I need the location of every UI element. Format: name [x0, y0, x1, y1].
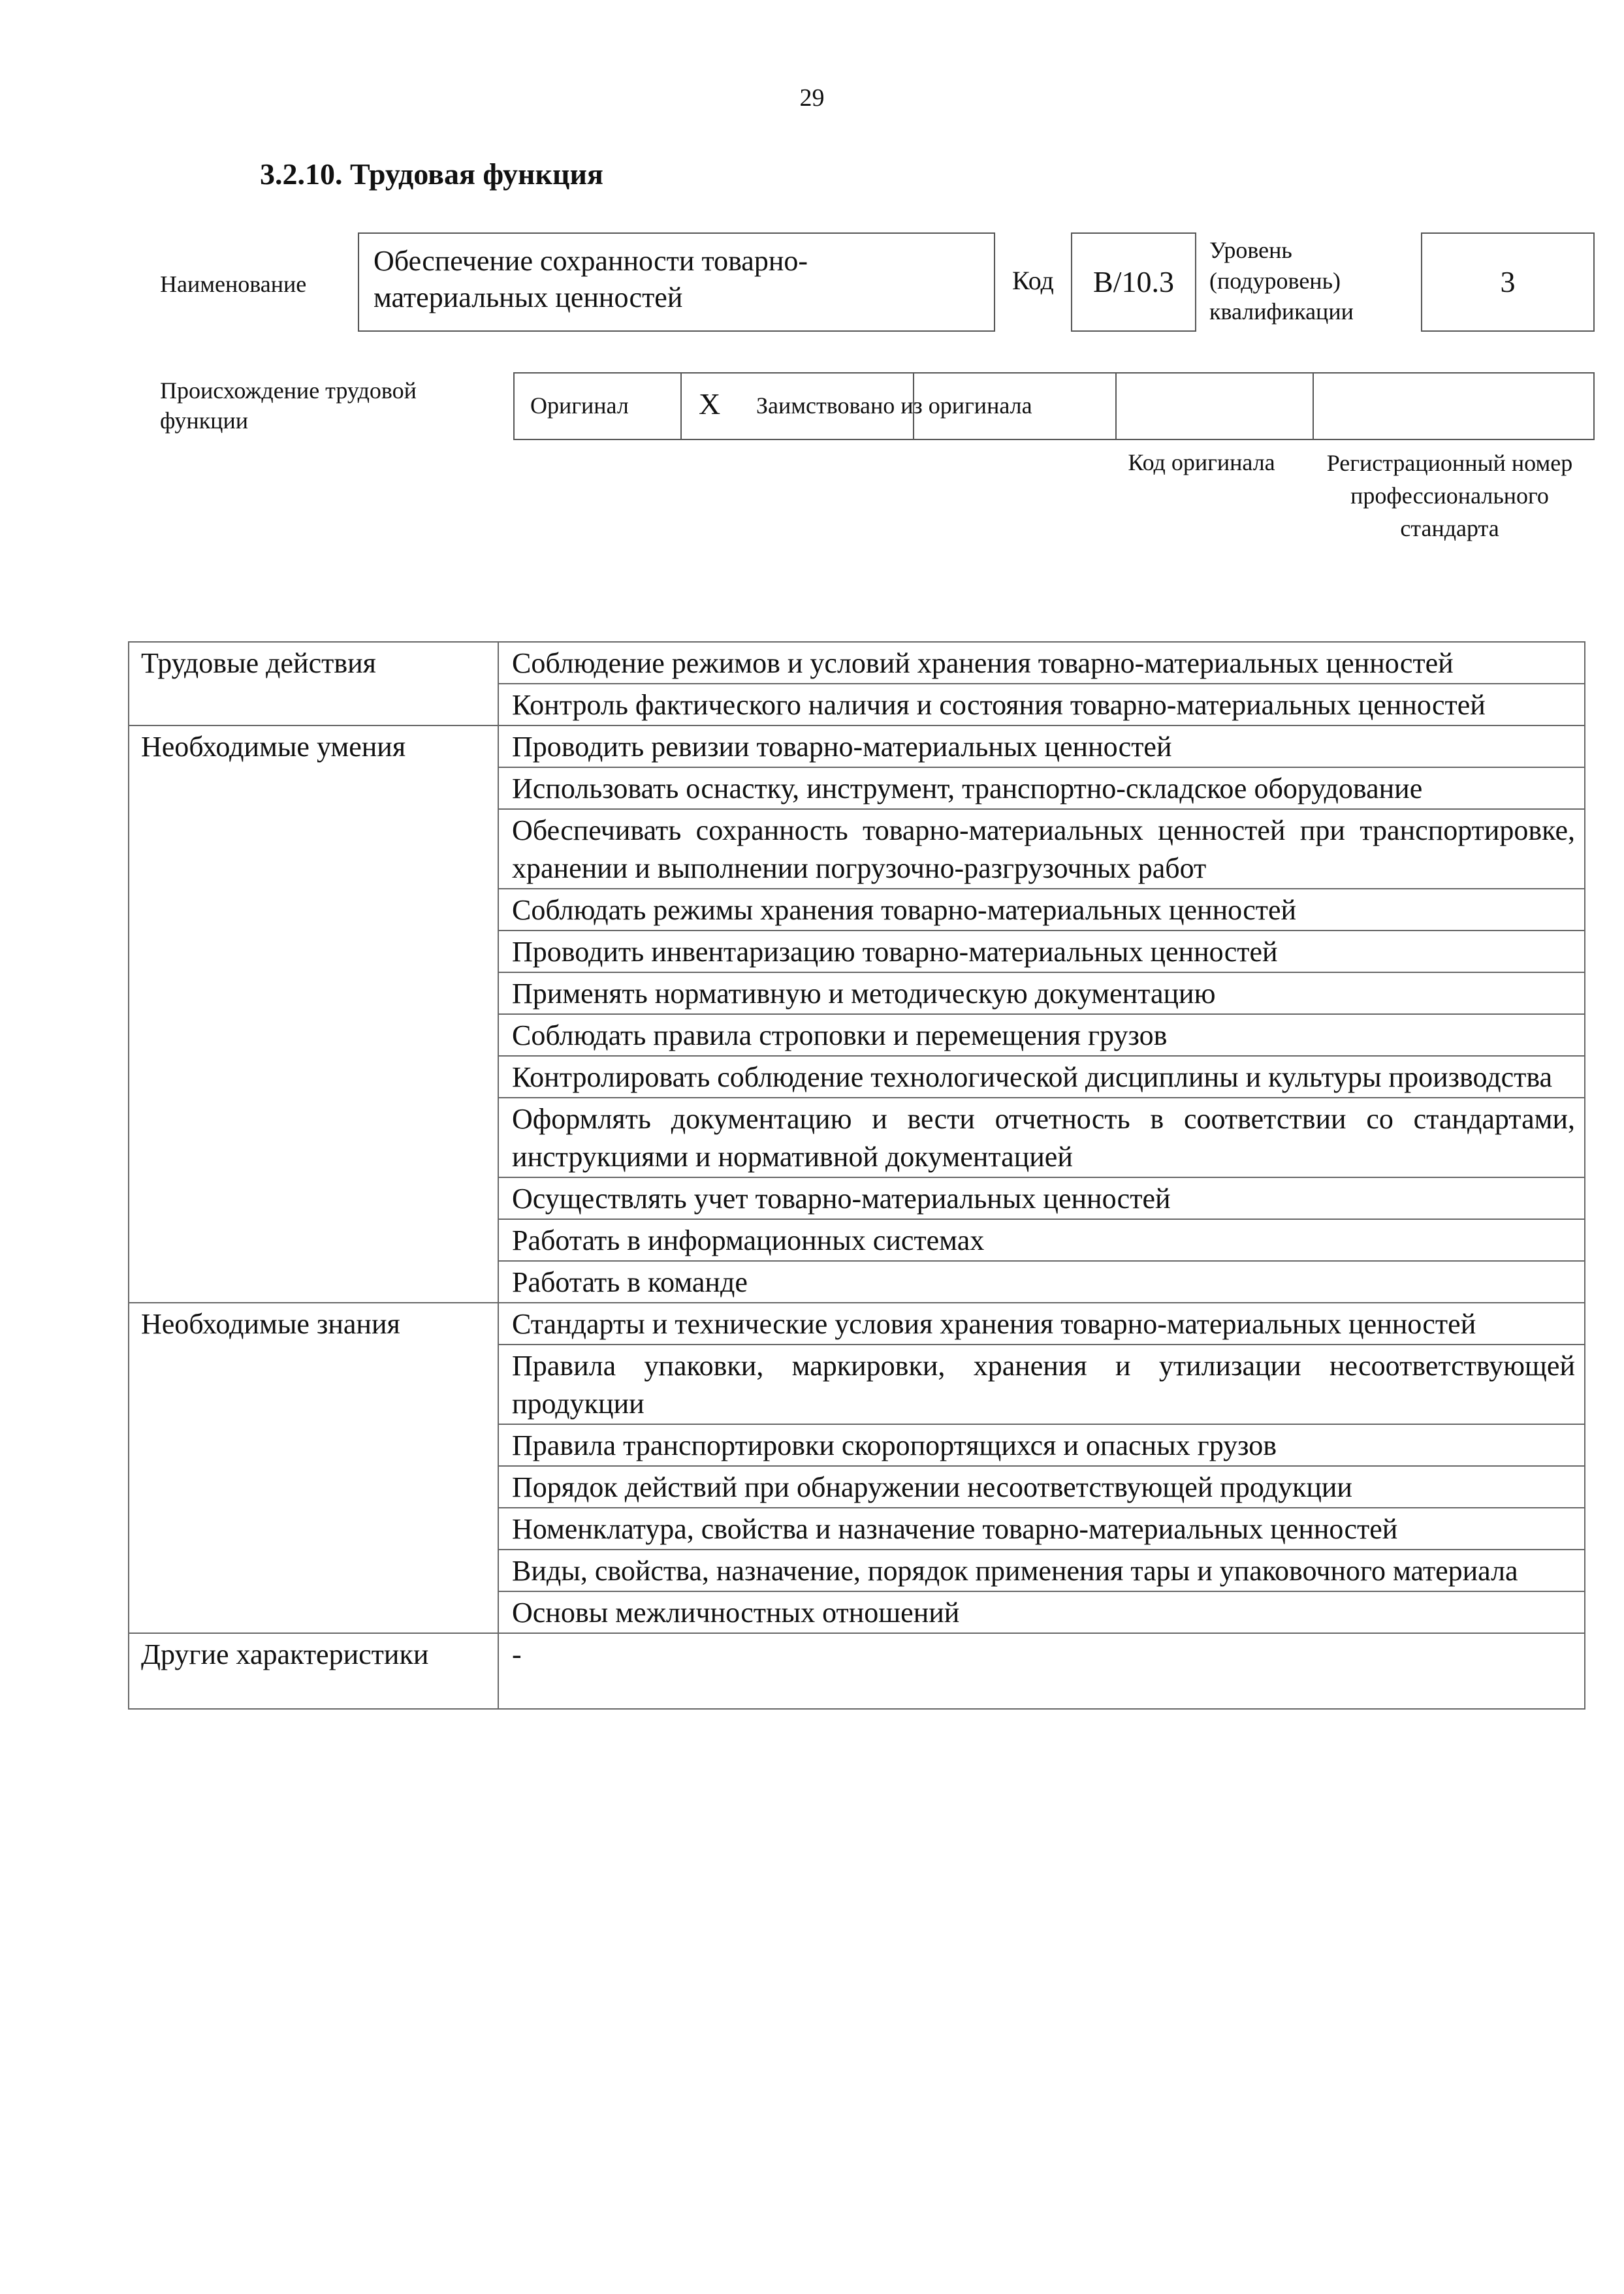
group-item: Правила транспортировки скоропортящихся и опасных грузов [498, 1424, 1585, 1466]
group-item: Соблюдать правила строповки и перемещения грузов [498, 1014, 1585, 1056]
group-item: Работать в информационных системах [498, 1219, 1585, 1261]
origin-row [513, 372, 1595, 440]
code-value: B/10.3 [1071, 232, 1196, 332]
group-item: Основы межличностных отношений [498, 1591, 1585, 1633]
group-item: Осуществлять учет товарно-материальных ценностей [498, 1177, 1585, 1219]
group-item: Контроль фактического наличия и состояния товарно-материальных ценностей [498, 684, 1585, 725]
group-item: Проводить ревизии товарно-материальных ценностей [498, 725, 1585, 767]
group-item: Проводить инвентаризацию товарно-материальных ценностей [498, 931, 1585, 972]
group-item: Применять нормативную и методическую документацию [498, 972, 1585, 1014]
group-title: Необходимые умения [129, 725, 498, 1303]
table-row [129, 1633, 1585, 1709]
group-item: Обеспечивать сохранность товарно-материальных ценностей при транспортировке, хранении и выполнении погрузочно-разгрузочных работ [498, 809, 1585, 889]
group-item: Виды, свойства, назначение, порядок применения тары и упаковочного материала [498, 1550, 1585, 1591]
group-item: Соблюдение режимов и условий хранения товарно-материальных ценностей [498, 642, 1585, 684]
section-title: 3.2.10. Трудовая функция [260, 157, 603, 191]
original-label: Оригинал [530, 392, 629, 419]
group-item: Порядок действий при обнаружении несоответствующей продукции [498, 1466, 1585, 1508]
original-mark: X [699, 387, 721, 421]
group-title: Другие характеристики [129, 1633, 498, 1709]
group-item: Использовать оснастку, инструмент, транспортно-складское оборудование [498, 767, 1585, 809]
group-item: Стандарты и технические условия хранения товарно-материальных ценностей [498, 1303, 1585, 1345]
code-label: Код [1012, 266, 1054, 295]
table-row [129, 642, 1585, 684]
level-label-text: Уровень (подуровень) квалификации [1209, 237, 1354, 325]
group-item: Оформлять документацию и вести отчетность в соответствии со стандартами, инструкциями и нормативной документацией [498, 1098, 1585, 1177]
table-row [129, 1303, 1585, 1345]
level-value: 3 [1421, 232, 1595, 332]
group-item: - [498, 1633, 1585, 1709]
name-label: Наименование [160, 271, 307, 297]
group-item: Работать в команде [498, 1261, 1585, 1303]
name-value: Обеспечение сохранности товарно-материальных ценностей [358, 232, 995, 332]
function-table-body [129, 642, 1585, 1709]
group-item: Номенклатура, свойства и назначение товарно-материальных ценностей [498, 1508, 1585, 1550]
group-item: Правила упаковки, маркировки, хранения и утилизации несоответствующей продукции [498, 1345, 1585, 1424]
table-row [129, 725, 1585, 767]
level-label [1209, 235, 1405, 327]
code-caption: Код оригинала [1128, 449, 1275, 475]
group-item: Контролировать соблюдение технологической дисциплины и культуры производства [498, 1056, 1585, 1098]
reg-caption: Регистрационный номер профессионального стандарта [1326, 450, 1573, 541]
group-title: Трудовые действия [129, 642, 498, 725]
origin-cell-original [515, 374, 682, 439]
origin-cell-reg [1117, 374, 1314, 439]
group-item: Соблюдать режимы хранения товарно-материальных ценностей [498, 889, 1585, 931]
borrowed-label: Заимствовано из оригинала [756, 392, 1032, 419]
page-number: 29 [799, 84, 825, 112]
group-title: Необходимые знания [129, 1303, 498, 1633]
origin-label: Происхождение трудовой функции [160, 377, 417, 434]
function-table [128, 641, 1585, 1710]
